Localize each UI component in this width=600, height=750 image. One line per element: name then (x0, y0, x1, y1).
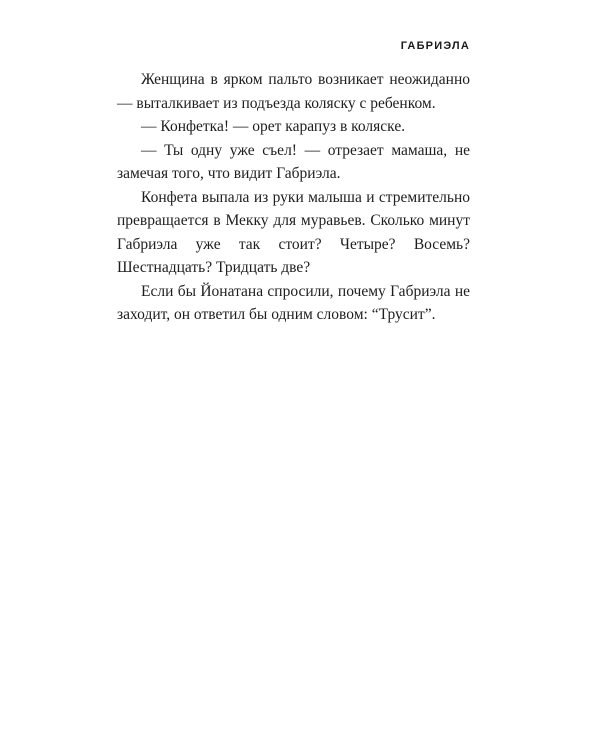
paragraph: — Ты одну уже съел! — отрезает мамаша, не замечая того, что видит Габриэла. (117, 141, 470, 182)
running-header: ГАБРИЭЛА (400, 40, 470, 52)
paragraph: — Конфетка! — орет карапуз в коляске. (141, 118, 406, 135)
paragraph: Женщина в ярком пальто возникает неожиданно — выталкивает из подъезда коляску с ребенком. (117, 71, 470, 112)
body-text (117, 68, 470, 327)
paragraph: Если бы Йонатана спросили, почему Габриэла не заходит, он ответил бы одним словом: “Трусит”. (117, 282, 470, 323)
paragraph: Конфета выпала из руки малыша и стремительно превращается в Мекку для муравьев. Сколько минут Габриэла уже так стоит? Четыре? Восемь? Шестнадцать? Тридцать две? (117, 188, 470, 276)
